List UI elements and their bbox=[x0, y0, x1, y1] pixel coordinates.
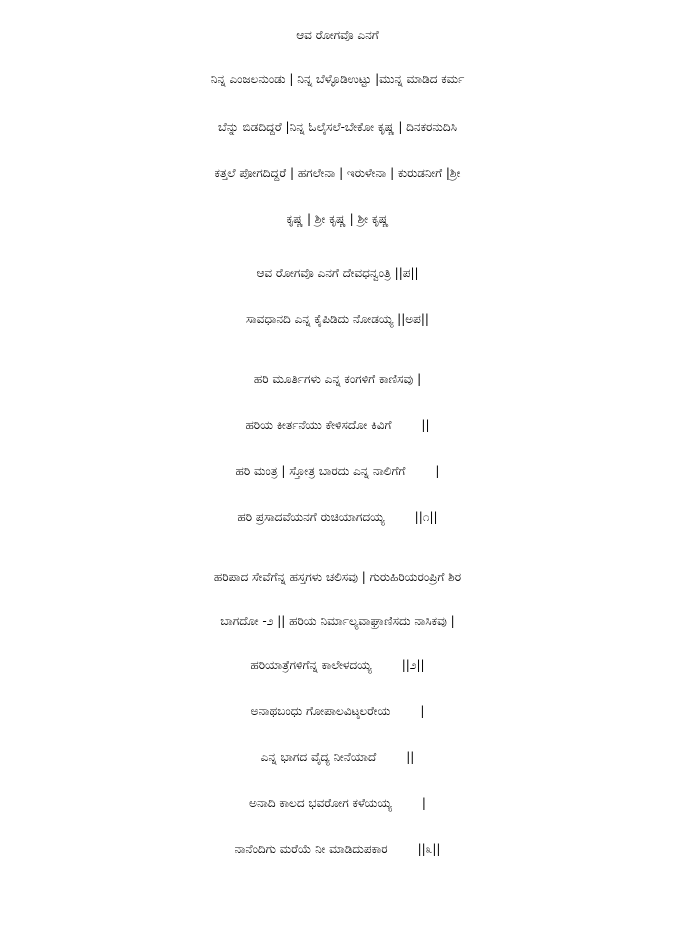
intro-line: ಕೃಷ್ಣ | ಶ್ರೀ ಕೃಷ್ಣ | ಶ್ರೀ ಕೃಷ್ಣ bbox=[286, 212, 389, 226]
stanza-line bbox=[0, 696, 675, 726]
stanza-text: ಎನ್ನ ಭಾಗದ ವೈದ್ಯ ನೀನೆಯಾದೆ bbox=[260, 750, 377, 764]
stanza-line bbox=[0, 410, 675, 440]
stanza-line bbox=[0, 650, 675, 680]
stanza-text: ಹರಿಯ ಕೀರ್ತನೆಯು ಕೇಳಿಸದೋ ಕಿವಿಗೆ bbox=[245, 418, 392, 432]
verse-mark: | bbox=[421, 796, 426, 810]
stanza-line bbox=[0, 606, 675, 636]
song-title: ಆವ ರೋಗವೊ ಎನಗೆ bbox=[296, 28, 379, 42]
verse-mark: ||೨|| bbox=[401, 658, 425, 672]
stanza-text: ಹರಿ ಮಂತ್ರ | ಸ್ತೋತ್ರ ಬಾರದು ಎನ್ನ ನಾಲಿಗೆಗೆ bbox=[235, 464, 406, 478]
stanza-text: ನಾನೆಂದಿಗು ಮರೆಯೆ ನೀ ಮಾಡಿದುಪಕಾರ bbox=[234, 842, 388, 856]
pallavi-line: ಆವ ರೋಗವೊ ಎನಗೆ ದೇವಧನ್ವಂತ್ರಿ ||ಪ|| bbox=[256, 266, 419, 280]
verse-mark: ||೩|| bbox=[417, 842, 441, 856]
intro-line: ಬೆನ್ನು ಬಿಡದಿದ್ದರೆ |ನಿನ್ನ ಓಲೈಸಲೆ-ಬೇಕೋ ಕೃಷ್ಣ | ದಿನಕರನುದಿಸಿ bbox=[218, 120, 457, 134]
stanza-line bbox=[0, 562, 675, 592]
stanza-text: ಹರಿಪಾದ ಸೇವೆಗೆನ್ನ ಹಸ್ತಗಳು ಚಲಿಸವು | ಗುರುಹಿರಿಯರಂಪ್ರಿಗೆ ಶಿರ bbox=[213, 570, 462, 584]
intro-line: ನಿನ್ನ ಎಂಜಲನುಂಡು | ನಿನ್ನ ಬೆಳ್ಳೊಡಿಉಟ್ಟು |ಮುನ್ನ ಮಾಡಿದ ಕರ್ಮ bbox=[210, 72, 465, 86]
intro-line: ಕತ್ತಲೆ ಪೋಗದಿದ್ದರೆ | ಹಗಲೇನಾ | ಇರುಳೇನಾ | ಕುರುಡನೀಗೆ |ಶ್ರೀ bbox=[214, 166, 461, 180]
stanza-text: ಹರಿಯಾತ್ರೆಗಳಿಗೆನ್ನ ಕಾಲೇಳದಯ್ಯ bbox=[250, 658, 372, 672]
stanza-text: ಅನಾಥಬಂಧು ಗೋಪಾಲವಿಟ್ಠಲರೇಯ bbox=[250, 704, 391, 718]
stanza-text: ಅನಾದಿ ಕಾಲದ ಭವರೋಗ ಕಳೆಯಯ್ಯ bbox=[249, 796, 392, 810]
stanza-line bbox=[0, 834, 675, 864]
stanza-text: ಬಾಗದೋ -೨ || ಹರಿಯ ನಿರ್ಮಾಲ್ಯವಾಘ್ರಾಣಿಸದು ನಾಸಿಕವು | bbox=[220, 614, 455, 628]
stanza-line bbox=[0, 456, 675, 486]
stanza-text: ಹರಿ ಮೂರ್ತಿಗಳು ಎನ್ನ ಕಂಗಳಿಗೆ ಕಾಣಿಸವು | bbox=[253, 372, 422, 386]
stanza-text: ಹರಿ ಪ್ರಸಾದವೆಯನಗೆ ರುಚಿಯಾಗದಯ್ಯ bbox=[237, 510, 385, 524]
verse-mark: | bbox=[435, 464, 440, 478]
stanza-line bbox=[0, 742, 675, 772]
stanza-line bbox=[0, 788, 675, 818]
stanza-line bbox=[0, 502, 675, 532]
anupallavi-line: ಸಾವಧಾನದಿ ಎನ್ನ ಕೈಪಿಡಿದು ನೋಡಯ್ಯ ||ಅಪ|| bbox=[246, 312, 429, 326]
verse-mark: || bbox=[406, 750, 415, 764]
verse-mark: || bbox=[421, 418, 430, 432]
verse-mark: ||೧|| bbox=[414, 510, 438, 524]
stanza-line bbox=[0, 364, 675, 394]
verse-mark: | bbox=[420, 704, 425, 718]
